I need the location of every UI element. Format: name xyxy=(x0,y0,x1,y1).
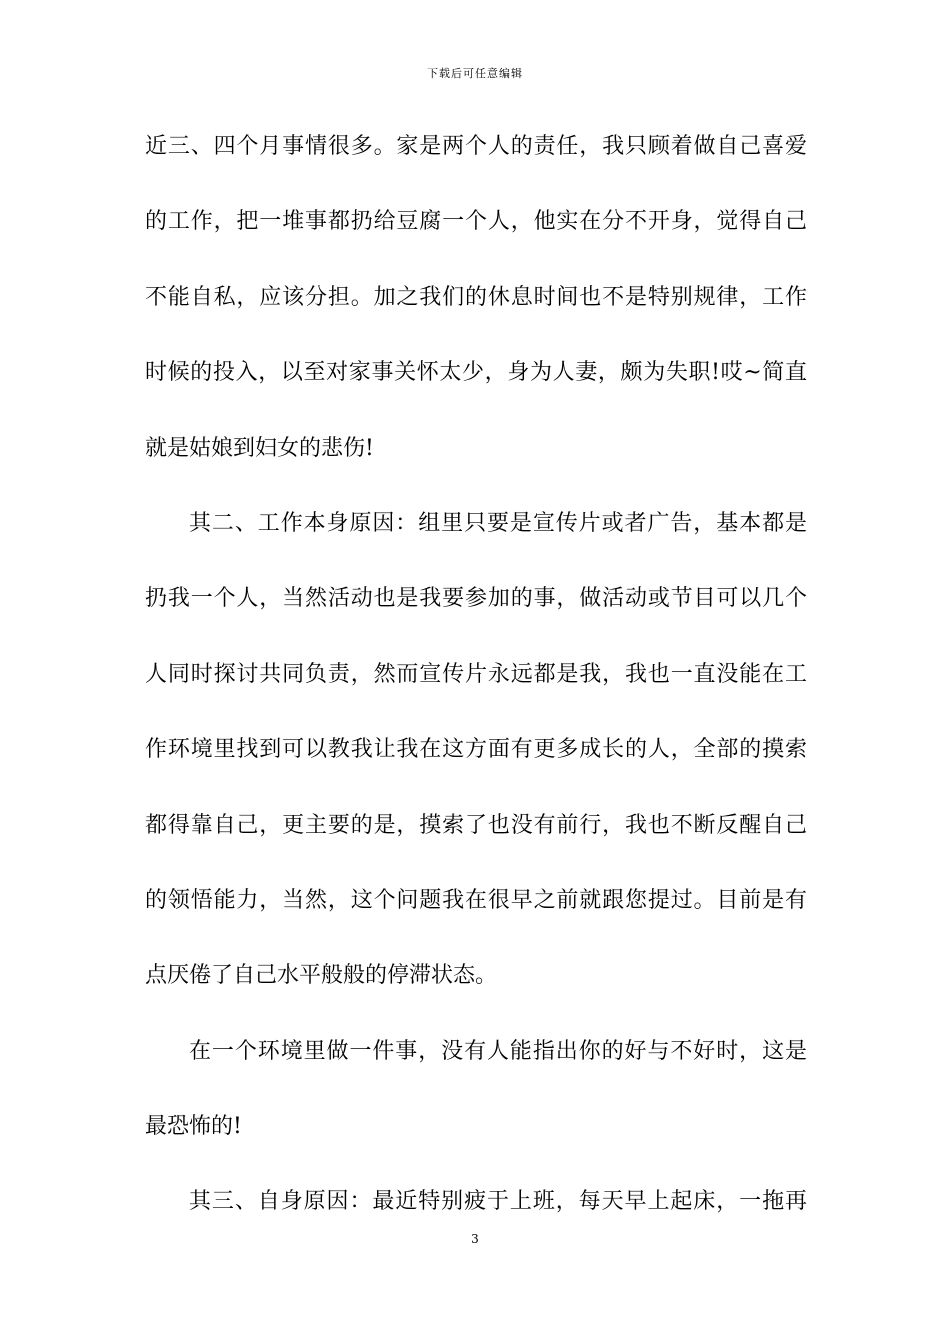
page-header: 下载后可任意编辑 xyxy=(427,67,523,80)
text-line-7: 扔我一个人，当然活动也是我要参加的事，做活动或节目可以几个 xyxy=(145,586,807,612)
text-line-14: 最恐怖的! xyxy=(145,1114,242,1140)
text-line-10: 都得靠自己，更主要的是，摸索了也没有前行，我也不断反醒自己 xyxy=(145,812,807,838)
text-line-1: 近三、四个月事情很多。家是两个人的责任，我只顾着做自己喜爱 xyxy=(145,134,807,159)
text-line-15: 其三、自身原因：最近特别疲于上班，每天早上起床，一拖再 xyxy=(189,1189,807,1215)
text-line-12: 点厌倦了自己水平般般的停滞状态。 xyxy=(145,963,498,989)
text-line-3: 不能自私，应该分担。加之我们的休息时间也不是特别规律，工作 xyxy=(145,284,807,310)
text-line-5: 就是姑娘到妇女的悲伤! xyxy=(145,435,374,461)
text-line-4: 时候的投入，以至对家事关怀太少，身为人妻，颇为失职!哎~简直 xyxy=(145,360,807,386)
text-line-6: 其二、工作本身原因：组里只要是宣传片或者广告，基本都是 xyxy=(189,510,807,536)
text-line-13: 在一个环境里做一件事，没有人能指出你的好与不好时，这是 xyxy=(189,1038,807,1064)
text-line-8: 人同时探讨共同负责，然而宣传片永远都是我，我也一直没能在工 xyxy=(145,661,807,687)
text-line-2: 的工作，把一堆事都扔给豆腐一个人，他实在分不开身，觉得自己 xyxy=(145,209,807,235)
text-line-11: 的领悟能力，当然，这个问题我在很早之前就跟您提过。目前是有 xyxy=(145,887,807,913)
document-body xyxy=(145,124,807,1255)
text-line-9: 作环境里找到可以教我让我在这方面有更多成长的人，全部的摸索 xyxy=(145,737,807,763)
page-number: 3 xyxy=(471,1232,479,1246)
